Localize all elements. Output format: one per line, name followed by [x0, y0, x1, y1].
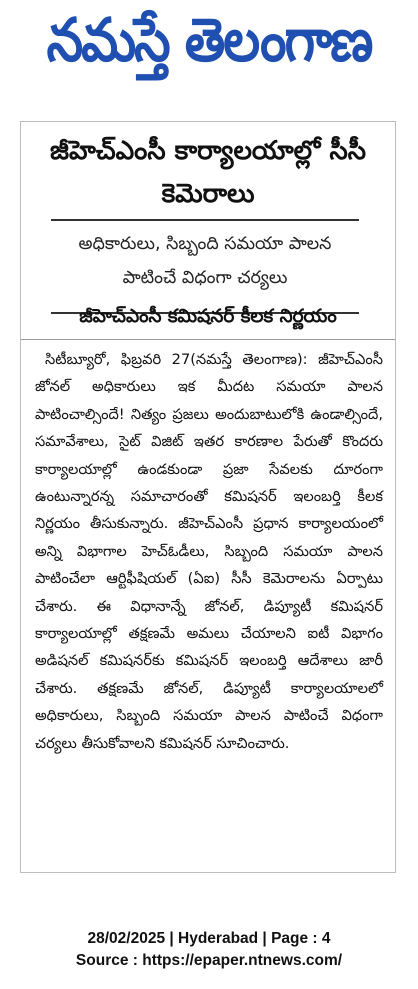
newspaper-masthead: [0, 0, 418, 96]
article-clipping: [20, 121, 396, 873]
article-body: సిటీబ్యూరో, ఫిబ్రవరి 27(నమస్తే తెలంగాణ): జీహెచ్‌ఎంసీ జోనల్ అధికారులు ఇక మీదట సమయా పాలన పాటించాల్సిందే! నిత్యం ప్రజలు అందుబాటులోకి ఉండాల్సిందే, సమావేశాలు, సైట్ విజిట్ ఇతర కారణాల పేరుతో కొందరు కార్యాలయాల్లో ఉండకుండా ప్రజా సేవలకు దూరంగా ఉంటున్నారన్న సమాచారంతో కమిషనర్ ఇలంబర్తి కీలక నిర్ణయం తీసుకున్నారు. జీహెచ్‌ఎంసీ ప్రధాన కార్యాలయంలో అన్ని విభాగాల హెచ్‌ఓడీలు, సిబ్బంది సమయా పాలన పాటించేలా ఆర్టిఫీషియల్ (ఏఐ) సీసీ కెమెరాలను ఏర్పాటు చేశారు. ఈ విధానాన్నే జోనల్, డిప్యూటీ కమిషనర్ కార్యాలయాల్లో తక్షణమే అమలు చేయాలని ఐటీ విభాగం అడిషనల్ కమిషనర్‌కు కమిషనర్ ఇలంబర్తి ఆదేశాలు జారీ చేశారు. తక్షణమే జోనల్, డిప్యూటీ కార్యాలయాలలో అధికారులు, సిబ్బంది సమయా పాలన పాటించే విధంగా చర్యలు తీసుకోవాలని కమిషనర్ సూచించారు.: [35, 351, 383, 752]
article-kicker: జీహెచ్‌ఎంసీ కమిషనర్ కీలక నిర్ణయం: [79, 306, 337, 327]
article-subheadline: అధికారులు, సిబ్బంది సమయా పాలన పాటించే విధంగా చర్యలు: [51, 219, 359, 314]
masthead-title: నమస్తే తెలంగాణ: [46, 6, 372, 76]
page-footer: [0, 928, 418, 972]
article-headline: జీహెచ్‌ఎంసీ కార్యాలయాల్లో సీసీ కెమెరాలు: [50, 136, 366, 209]
divider: [21, 339, 395, 340]
footer-source: Source : https://epaper.ntnews.com/: [75, 952, 343, 969]
footer-date-location: 28/02/2025 | Hyderabad | Page : 4: [87, 930, 331, 947]
